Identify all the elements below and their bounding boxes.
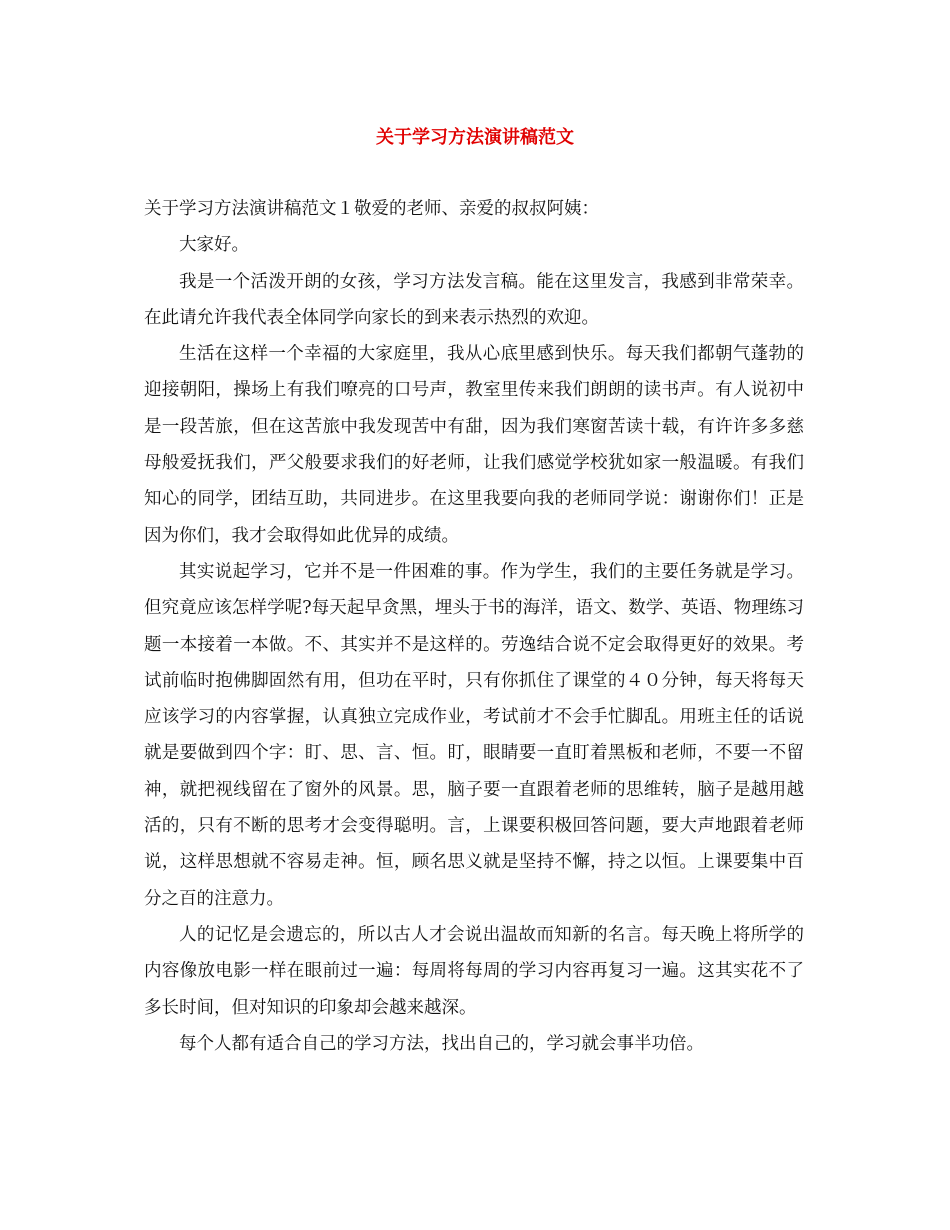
body-paragraph: 我是一个活泼开朗的女孩，学习方法发言稿。能在这里发言，我感到非常荣幸。在此请允许我代表全体同学向家长的到来表示热烈的欢迎。 <box>144 271 804 328</box>
document-title: 关于学习方法演讲稿范文 <box>376 127 574 148</box>
body-paragraph: 生活在这样一个幸福的大家庭里，我从心底里感到快乐。每天我们都朝气蓬勃的迎接朝阳，操场上有我们嘹亮的口号声，教室里传来我们朗朗的读书声。有人说初中是一段苦旅，但在这苦旅中我发现苦中有甜，因为我们寒窗苦读十载，有许许多多慈母般爱抚我们，严父般要求我们的好老师，让我们感觉学校犹如家一般温暖。有我们知心的同学，团结互助，共同进步。在这里我要向我的老师同学说：谢谢你们！正是因为你们，我才会取得如此优异的成绩。 <box>144 344 804 546</box>
greeting-paragraph: 大家好。 <box>179 235 249 256</box>
opening-line: 关于学习方法演讲稿范文１敬爱的老师、亲爱的叔叔阿姨： <box>144 199 599 219</box>
body-paragraph: 人的记忆是会遗忘的，所以古人才会说出温故而知新的名言。每天晚上将所学的内容像放电影一样在眼前过一遍：每周将每周的学习内容再复习一遍。这其实花不了多长时间，但对知识的印象却会越来越深。 <box>144 924 804 1018</box>
closing-paragraph: 每个人都有适合自己的学习方法，找出自己的，学习就会事半功倍。 <box>179 1033 704 1054</box>
body-paragraph: 其实说起学习，它并不是一件困难的事。作为学生，我们的主要任务就是学习。但究竟应该怎样学呢?每天起早贪黑，埋头于书的海洋，语文、数学、英语、物理练习题一本接着一本做。不、其实并不是这样的。劳逸结合说不定会取得更好的效果。考试前临时抱佛脚固然有用，但功在平时，只有你抓住了课堂的４０分钟，每天将每天应该学习的内容掌握，认真独立完成作业，考试前才不会手忙脚乱。用班主任的话说就是要做到四个字：盯、思、言、恒。盯，眼睛要一直盯着黑板和老师，不要一不留神，就把视线留在了窗外的风景。思，脑子要一直跟着老师的思维转，脑子是越用越活的，只有不断的思考才会变得聪明。言，上课要积极回答问题，要大声地跟着老师说，这样思想就不容易走神。恒，顾名思义就是坚持不懈，持之以恒。上课要集中百分之百的注意力。 <box>144 561 804 909</box>
document-body <box>144 191 804 1062</box>
